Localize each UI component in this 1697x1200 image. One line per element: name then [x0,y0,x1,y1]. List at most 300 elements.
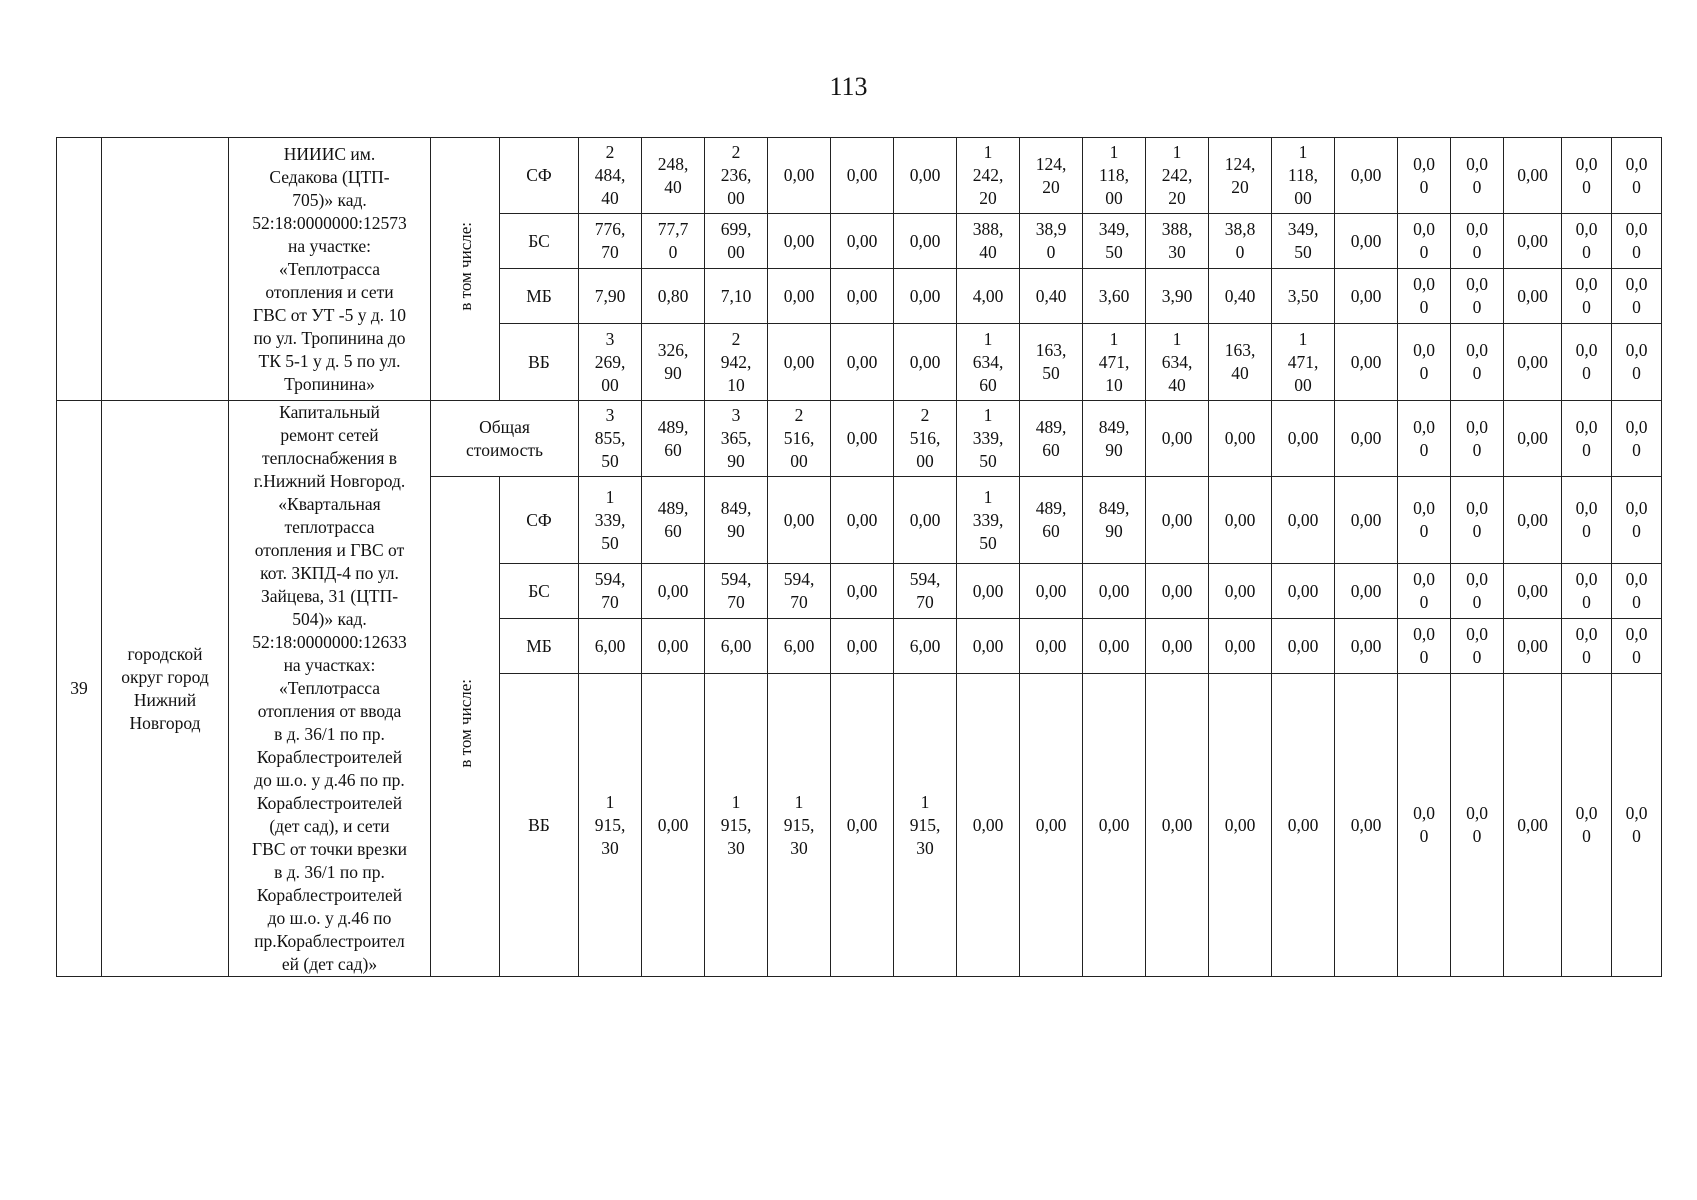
value-cell-line: 0 [1632,592,1641,612]
value-cell-line: 124, [1224,153,1256,174]
value-cell [1612,138,1662,214]
value-cell-line: 326, [657,340,689,360]
value-cell-line: 0,00 [657,814,689,835]
description-cell-line: ТК 5-1 у д. 5 по ул. [258,350,401,371]
value-cell [579,214,642,269]
value-cell [579,674,642,977]
value-cell [1335,674,1398,977]
value-cell [1146,214,1209,269]
in-that-number-cell [431,477,500,977]
value-cell [1020,619,1083,674]
value-cell [1083,619,1146,674]
value-cell [957,324,1020,401]
value-cell-line: 0 [1472,176,1482,197]
value-cell-line: 915, [783,814,815,835]
value-cell [1272,214,1335,269]
value-cell-line: 0 [1582,826,1591,846]
value-cell-line: 1 [1109,328,1119,349]
value-cell-line: 00 [601,374,619,395]
value-cell-line: 0,40 [1035,285,1067,306]
value-cell [768,324,831,401]
value-cell [1562,619,1612,674]
source-label: БС [500,214,579,269]
value-cell [1146,564,1209,619]
value-cell [1335,269,1398,324]
municipality-cell-line: городской [127,643,203,664]
value-cell-line: 6,00 [720,635,752,656]
value-cell [1504,269,1562,324]
value-cell [1612,214,1662,269]
description-cell-line: в д. 36/1 по пр. [274,724,385,744]
value-cell [768,564,831,619]
value-cell-line: 0 [1632,363,1641,383]
description-cell-line: теплоснабжения в [261,448,398,468]
value-cell-line: 0,0 [1625,219,1648,239]
value-cell-line: 50 [979,451,997,471]
value-cell [1612,477,1662,564]
value-cell [579,324,642,401]
value-cell [1083,138,1146,214]
description-cell-line: «Теплотрасса [278,678,381,698]
value-cell-line: 0,00 [1287,580,1319,601]
value-cell [1504,401,1562,477]
value-cell [831,138,894,214]
description-cell-line: до ш.о. у д.46 по пр. [254,770,405,790]
value-cell-line: 1 [1172,328,1182,349]
value-cell-line: 0,0 [1575,803,1598,823]
value-cell-line: 339, [972,428,1004,448]
value-cell [1083,269,1146,324]
value-cell-line: 0 [1582,297,1591,317]
value-cell [1272,269,1335,324]
value-cell-line: 594, [720,569,752,589]
value-cell-line: 0,00 [846,635,878,656]
value-cell [1562,138,1612,214]
value-cell-line: 0,00 [909,165,941,185]
value-cell-line: 915, [909,814,941,835]
value-cell [1398,269,1451,324]
value-cell [1335,564,1398,619]
value-cell [705,674,768,977]
value-cell-line: 0,80 [657,285,689,306]
value-cell [1083,674,1146,977]
value-cell [642,564,705,619]
value-cell-line: 0,0 [1575,624,1598,644]
value-cell [1612,269,1662,324]
value-cell [705,401,768,477]
value-cell-line: 0,00 [1035,635,1067,656]
value-cell [1209,401,1272,477]
value-cell [1020,674,1083,977]
value-cell-line: 0 [1472,297,1482,317]
value-cell-line: 0,00 [972,580,1004,601]
municipality-cell [102,401,229,977]
description-cell-line: «Теплотрасса [278,258,381,279]
value-cell-line: 0,0 [1466,153,1488,174]
municipality-cell [102,138,229,401]
value-cell-line: 0 [1419,439,1429,460]
value-cell [1504,619,1562,674]
value-cell-line: 4,00 [972,285,1004,306]
value-cell [1146,674,1209,977]
value-cell-line: 0,00 [657,580,689,601]
value-cell-line: 242, [972,165,1004,185]
value-cell-line: 30 [1168,242,1186,262]
description-cell-line: Кораблестроителей [256,885,403,905]
description-cell-line: в д. 36/1 по пр. [274,862,385,882]
value-cell-line: 0 [1472,592,1482,612]
value-cell-line: 0,00 [1224,580,1256,601]
value-cell-line: 3,50 [1287,285,1319,306]
value-cell-line: 489, [1035,498,1067,518]
value-cell [1562,214,1612,269]
value-cell-line: 00 [1105,188,1123,208]
value-cell [1335,324,1398,401]
value-cell-line: 0,00 [1517,509,1548,530]
value-cell-line: 40 [601,188,619,208]
value-cell-line: 0,00 [783,509,815,530]
value-cell [894,138,957,214]
value-cell-line: 0,00 [909,230,941,251]
value-cell [705,477,768,564]
source-label: ВБ [500,324,579,401]
value-cell-line: 118, [1288,165,1318,185]
value-cell-line: 594, [909,569,941,589]
value-cell-line: 2 [794,405,804,425]
value-cell-line: 0,00 [972,635,1004,656]
value-cell-line: 2 [731,142,741,162]
value-cell-line: 0,0 [1625,340,1648,360]
value-cell [1020,401,1083,477]
value-cell-line: 484, [594,165,626,185]
value-cell [1083,214,1146,269]
value-cell [642,138,705,214]
value-cell [1398,138,1451,214]
value-cell [1504,674,1562,977]
description-cell-line: (дет сад), и сети [269,816,390,836]
value-cell [1398,477,1451,564]
value-cell-line: 00 [1294,374,1312,395]
value-cell-line: 0,0 [1625,274,1648,294]
row-number-cell [57,138,102,401]
value-cell-line: 0,00 [846,285,878,306]
value-cell-line: 0 [1472,826,1482,846]
value-cell [768,138,831,214]
description-cell-line: по ул. Тропинина до [253,327,406,348]
municipality-cell-line: Новгород [129,712,201,733]
value-cell-line: 388, [972,219,1004,239]
source-label: ВБ [500,674,579,977]
value-cell-line: 30 [727,837,745,858]
value-cell-line: 0 [1632,297,1641,317]
value-cell-line: 0,00 [846,165,878,185]
value-cell-line: 0,00 [909,285,941,306]
value-cell [1335,619,1398,674]
value-cell-line: 0 [1419,176,1429,197]
value-cell-line: 00 [790,451,808,471]
value-cell-line: 0,0 [1625,416,1648,437]
value-cell [1612,619,1662,674]
value-cell [768,401,831,477]
value-cell [894,674,957,977]
value-cell [1146,477,1209,564]
value-cell [894,477,957,564]
value-cell-line: 70 [601,242,619,262]
description-cell-line: до ш.о. у д.46 по [267,908,392,928]
value-cell [642,401,705,477]
value-cell-line: 0,0 [1625,624,1648,644]
value-cell-line: 365, [720,428,752,448]
value-cell-line: 776, [594,219,626,239]
value-cell [705,214,768,269]
value-cell [894,324,957,401]
value-cell-line: 0,0 [1413,416,1435,437]
value-cell-line: 594, [783,569,815,589]
value-cell-line: 0,00 [783,230,815,251]
value-cell-line: 1 [983,328,993,349]
value-cell-line: 0,00 [909,351,941,372]
value-cell [957,674,1020,977]
value-cell [705,619,768,674]
value-cell-line: 40 [1168,374,1186,395]
value-cell-line: 0,0 [1413,340,1435,360]
value-cell-line: 0,00 [1517,580,1548,601]
value-cell-line: 849, [1098,498,1130,518]
value-cell [768,269,831,324]
total-cost-label-line: Общая [479,416,530,437]
value-cell [1209,477,1272,564]
value-cell [1504,138,1562,214]
value-cell-line: 915, [594,814,626,835]
value-cell-line: 0 [1632,647,1641,667]
description-cell-line: Капитальный [279,402,380,422]
description-cell-line: Седакова (ЦТП- [269,166,390,187]
value-cell [1451,619,1504,674]
value-cell [1020,324,1083,401]
value-cell [705,269,768,324]
value-cell [579,619,642,674]
value-cell [1335,138,1398,214]
value-cell [831,324,894,401]
value-cell [1083,477,1146,564]
value-cell [1612,324,1662,401]
value-cell-line: 0,00 [1517,428,1548,448]
value-cell-line: 0,0 [1466,624,1488,644]
value-cell-line: 0,0 [1466,340,1488,360]
description-cell-line: 52:18:0000000:12573 [252,212,407,233]
value-cell [1020,138,1083,214]
value-cell-line: 0,00 [783,351,815,372]
value-cell [1562,269,1612,324]
value-cell-line: 90 [1105,439,1123,460]
value-cell-line: 1 [605,486,615,507]
value-cell-line: 20 [1231,176,1249,197]
value-cell-line: 90 [727,521,745,541]
total-cost-label-line: стоимость [466,439,543,460]
value-cell-line: 0,00 [1161,814,1193,835]
value-cell [705,138,768,214]
in-that-number-cell [431,138,500,401]
value-cell [642,324,705,401]
value-cell [831,674,894,977]
value-cell [579,138,642,214]
value-cell-line: 70 [727,592,745,612]
value-cell-line: 70 [601,592,619,612]
description-cell-line: НИИИС им. [283,143,376,164]
value-cell-line: 0,00 [1161,509,1193,530]
value-cell-line: 0 [1582,647,1591,667]
description-cell-line: теплотрасса [284,517,375,537]
value-cell-line: 1 [920,791,930,812]
value-cell-line: 3 [605,328,615,349]
value-cell-line: 3,90 [1161,285,1193,306]
value-cell [1209,564,1272,619]
value-cell [957,269,1020,324]
value-cell-line: 70 [790,592,808,612]
value-cell-line: 0 [1582,439,1591,460]
value-cell-line: 30 [601,837,619,858]
value-cell [642,674,705,977]
value-cell-line: 0,0 [1575,219,1598,239]
value-cell-line: 0,00 [1035,814,1067,835]
value-cell [768,619,831,674]
value-cell-line: 0,0 [1625,569,1648,589]
value-cell-line: 0,0 [1625,153,1648,174]
value-cell-line: 0,00 [846,580,878,601]
value-cell-line: 516, [909,428,941,448]
value-cell-line: 0,00 [1224,635,1256,656]
description-cell-line: ей (дет сад)» [281,954,378,974]
value-cell [957,619,1020,674]
value-cell-line: 0,00 [1350,285,1382,306]
value-cell [1209,138,1272,214]
value-cell-line: 00 [727,242,745,262]
value-cell-line: 0,00 [846,428,878,448]
description-cell-line: г.Нижний Новгород. [253,471,406,491]
value-cell [894,619,957,674]
value-cell-line: 236, [720,165,752,185]
value-cell-line: 634, [972,351,1004,372]
description-cell-line: кот. ЗКПД-4 по ул. [260,563,399,583]
value-cell-line: 0,0 [1413,153,1435,174]
value-cell-line: 0 [1472,242,1482,262]
value-cell-line: 594, [594,569,626,589]
value-cell-line: 0,40 [1224,285,1256,306]
value-cell-line: 0,00 [783,165,815,185]
value-cell-line: 1 [1109,142,1119,162]
value-cell-line: 0,00 [1098,580,1130,601]
value-cell-line: 50 [1042,363,1060,383]
value-cell-line: 0,0 [1413,498,1435,518]
value-cell [705,324,768,401]
value-cell-line: 0 [1419,826,1429,846]
value-cell-line: 6,00 [909,635,941,656]
value-cell-line: 90 [727,451,745,471]
description-cell-line: 52:18:0000000:12633 [252,632,407,652]
description-cell-line: Зайцева, 31 (ЦТП- [260,586,399,606]
value-cell-line: 50 [601,451,619,471]
value-cell-line: 0,00 [1224,814,1256,835]
value-cell-line: 0,00 [1287,428,1319,448]
value-cell-line: 0 [1632,521,1641,541]
value-cell-line: 7,10 [720,285,752,306]
value-cell [579,269,642,324]
value-cell-line: 1 [983,486,993,507]
municipality-cell-line: округ город [121,666,209,687]
value-cell [1146,401,1209,477]
value-cell [1020,214,1083,269]
value-cell [831,564,894,619]
value-cell-line: 489, [657,416,689,437]
value-cell-line: 0,00 [846,230,878,251]
value-cell-line: 0,00 [1350,635,1382,656]
value-cell [1562,477,1612,564]
value-cell-line: 0 [1472,439,1482,460]
value-cell [1146,138,1209,214]
value-cell [1146,324,1209,401]
value-cell-line: 38,8 [1224,219,1256,239]
value-cell-line: 0 [668,242,678,262]
value-cell [894,269,957,324]
value-cell-line: 849, [720,498,752,518]
value-cell-line: 0 [1472,521,1482,541]
value-cell-line: 3 [731,405,741,425]
value-cell-line: 699, [720,219,752,239]
description-cell-line: ГВС от точки врезки [252,839,407,859]
table-body [57,138,1662,977]
value-cell-line: 0,0 [1466,416,1488,437]
value-cell-line: 50 [601,532,619,553]
description-cell [229,138,431,401]
value-cell [831,214,894,269]
value-cell-line: 0,0 [1413,274,1435,294]
value-cell-line: 248, [657,153,689,174]
value-cell-line: 0,00 [1161,580,1193,601]
value-cell [1504,214,1562,269]
value-cell-line: 0,00 [1517,814,1548,835]
description-cell-line: пр.Кораблестроител [254,931,405,951]
value-cell [1020,564,1083,619]
value-cell [1146,619,1209,674]
value-cell [1451,269,1504,324]
value-cell [1020,477,1083,564]
value-cell-line: 60 [664,521,682,541]
value-cell-line: 77,7 [657,219,689,239]
value-cell [1272,674,1335,977]
value-cell-line: 0,00 [1517,165,1548,185]
value-cell-line: 1 [605,791,615,812]
value-cell [1612,564,1662,619]
value-cell [1451,477,1504,564]
value-cell [957,214,1020,269]
value-cell-line: 269, [594,351,626,372]
page-number: 113 [829,72,868,101]
value-cell-line: 60 [1042,439,1060,460]
value-cell-line: 3,60 [1098,285,1130,306]
value-cell-line: 0 [1472,647,1482,667]
value-cell-line: 349, [1098,219,1130,239]
value-cell [831,477,894,564]
value-cell-line: 0,0 [1575,498,1598,518]
value-cell [1562,564,1612,619]
value-cell [1020,269,1083,324]
value-cell-line: 0,00 [1035,580,1067,601]
value-cell-line: 1 [983,142,993,162]
value-cell-line: 00 [916,451,934,471]
table-row [57,138,1662,214]
value-cell-line: 0 [1582,592,1591,612]
value-cell [1209,324,1272,401]
